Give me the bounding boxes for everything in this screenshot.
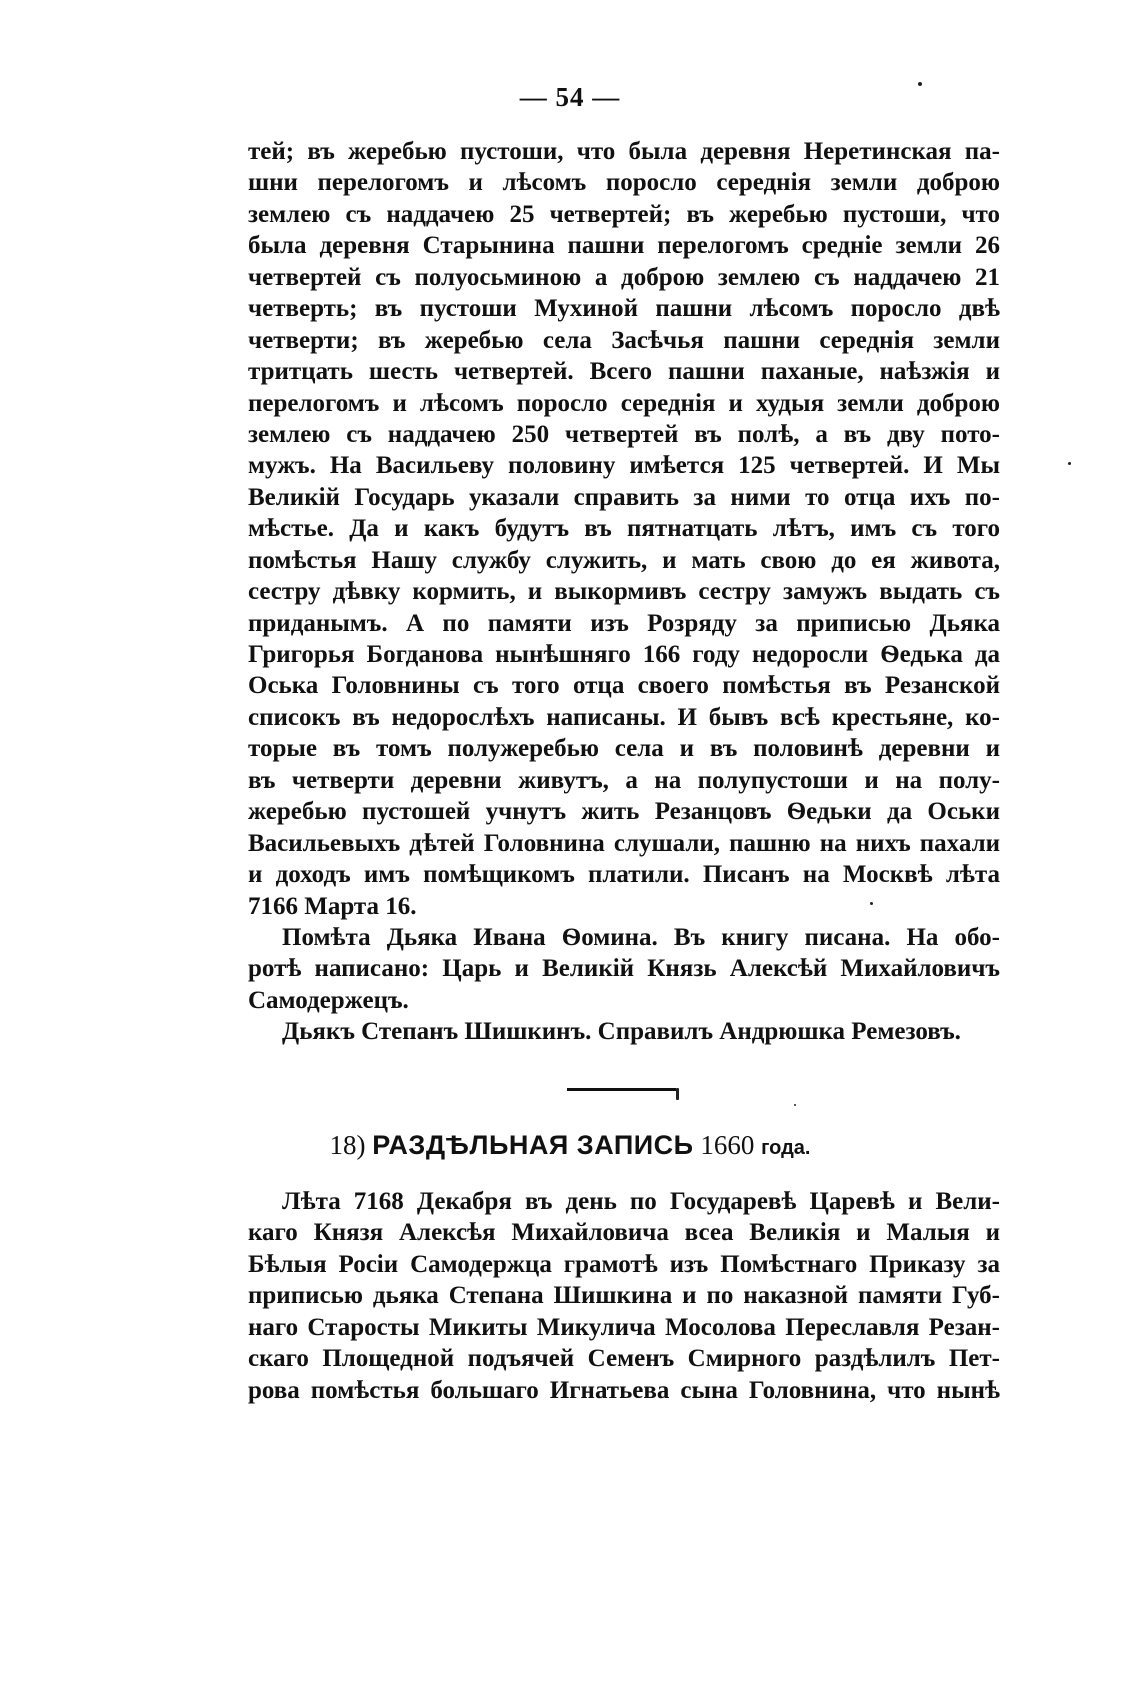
- text-line: списокъ въ недорослѣхъ написаны. И бывъ всѣ крестьяне, ко-: [248, 703, 1000, 731]
- note-line: ротѣ написано: Царь и Великій Князь Алексѣй Михайловичъ: [248, 955, 1000, 983]
- text-line: четверть; въ пустоши Мухиной пашни лѣсомъ поросло двѣ: [248, 295, 1000, 323]
- text-line: землею съ наддачею 250 четвертей въ полѣ, а въ дву пото-: [248, 420, 1000, 448]
- body-text: [248, 136, 1000, 1048]
- text-line: мужъ. На Васильеву половину имѣется 125 четвертей. И Мы: [248, 452, 1000, 480]
- text-line: въ четверти деревни живутъ, а на полупустоши и на полу-: [248, 766, 1000, 794]
- scan-speck: [794, 1104, 796, 1106]
- text-line: 7166 Марта 16.: [248, 892, 417, 920]
- section-year: 1660: [700, 1130, 755, 1160]
- text-line: была деревня Старынина пашни перелогомъ средніе земли 26: [248, 232, 1000, 260]
- text-line: мѣстье. Да и какъ будутъ въ пятнатцать лѣтъ, имъ съ того: [248, 515, 1000, 543]
- text-line: Оська Головнины съ того отца своего помѣстья въ Резанской: [248, 672, 1000, 700]
- text-line: тей; въ жеребью пустоши, что была деревня Неретинская па-: [248, 138, 1000, 165]
- text-line: четвертей съ полуосьминою а доброю землею съ наддачею 21: [248, 263, 1000, 291]
- text-line: торые въ томъ полужеребью села и въ половинѣ деревни и: [248, 735, 1000, 763]
- signature-line: Дьякъ Степанъ Шишкинъ. Справилъ Андрюшка Ремезовъ.: [282, 1018, 961, 1046]
- section-heading: [0, 1130, 1140, 1161]
- text-line: шни перелогомъ и лѣсомъ поросло середнія земли доброю: [248, 169, 1000, 197]
- text-line: четверти; въ жеребью села Засѣчья пашни середнія земли: [248, 326, 1000, 354]
- text-line: и доходъ имъ помѣщикомъ платили. Писанъ на Москвѣ лѣта: [248, 861, 1000, 889]
- scan-speck: [918, 82, 922, 86]
- text-line: наго Старосты Микиты Микулича Мосолова Переславля Резан-: [248, 1313, 1000, 1341]
- text-line: Васильевыхъ дѣтей Головнина слушали, пашню на нихъ пахали: [248, 829, 1000, 857]
- text-line: помѣстья Нашу службу служить, и мать свою до ея живота,: [248, 546, 1000, 574]
- text-line: приданымъ. А по памяти изъ Розряду за приписью Дьяка: [248, 609, 1000, 637]
- scan-speck: [1068, 462, 1071, 465]
- section-divider: [567, 1088, 676, 1091]
- text-line: каго Князя Алексѣя Михайловича всеа Великія и Малыя и: [248, 1219, 1000, 1247]
- section-number: 18): [329, 1130, 366, 1160]
- note-line: Помѣта Дьяка Ивана Ѳомина. Въ книгу писана. На обо-: [282, 923, 1000, 951]
- section-suffix: года.: [761, 1137, 811, 1159]
- page-number: — 54 —: [519, 82, 621, 112]
- text-line: приписью дьяка Степана Шишкина и по наказной памяти Губ-: [248, 1282, 1000, 1310]
- text-line: Бѣлыя Росіи Самодержца грамотѣ изъ Помѣстнаго Приказу за: [248, 1250, 1000, 1278]
- text-line: скаго Площедной подъячей Семенъ Смирного раздѣлилъ Пет-: [248, 1345, 1000, 1373]
- text-line: тритцать шесть четвертей. Всего пашни паханые, наѣзжія и: [248, 358, 1000, 386]
- text-line: рова помѣстья большаго Игнатьева сына Головнина, что нынѣ: [248, 1376, 1000, 1404]
- section-text: [248, 1186, 1000, 1406]
- scan-speck: [676, 1088, 679, 1100]
- text-line: перелогомъ и лѣсомъ поросло середнія и худыя земли доброю: [248, 389, 1000, 417]
- section-title: РАЗДѢЛЬНАЯ ЗАПИСЬ: [372, 1130, 694, 1160]
- text-line: Григорья Богданова нынѣшняго 166 году недоросли Ѳедька да: [248, 641, 1000, 668]
- text-line: Великій Государь указали справить за ними то отца ихъ по-: [248, 483, 1000, 511]
- scan-speck: [870, 902, 873, 905]
- text-line: Лѣта 7168 Декабря въ день по Государевѣ Царевѣ и Вели-: [282, 1188, 1000, 1215]
- note-line: Самодержецъ.: [248, 986, 409, 1014]
- text-line: сестру дѣвку кормить, и выкормивъ сестру замужъ выдать съ: [248, 578, 1000, 606]
- text-line: жеребью пустошей учнутъ жить Резанцовъ Ѳедьки да Оськи: [248, 798, 1000, 826]
- text-line: землею съ наддачею 25 четвертей; въ жеребью пустоши, что: [248, 200, 1000, 228]
